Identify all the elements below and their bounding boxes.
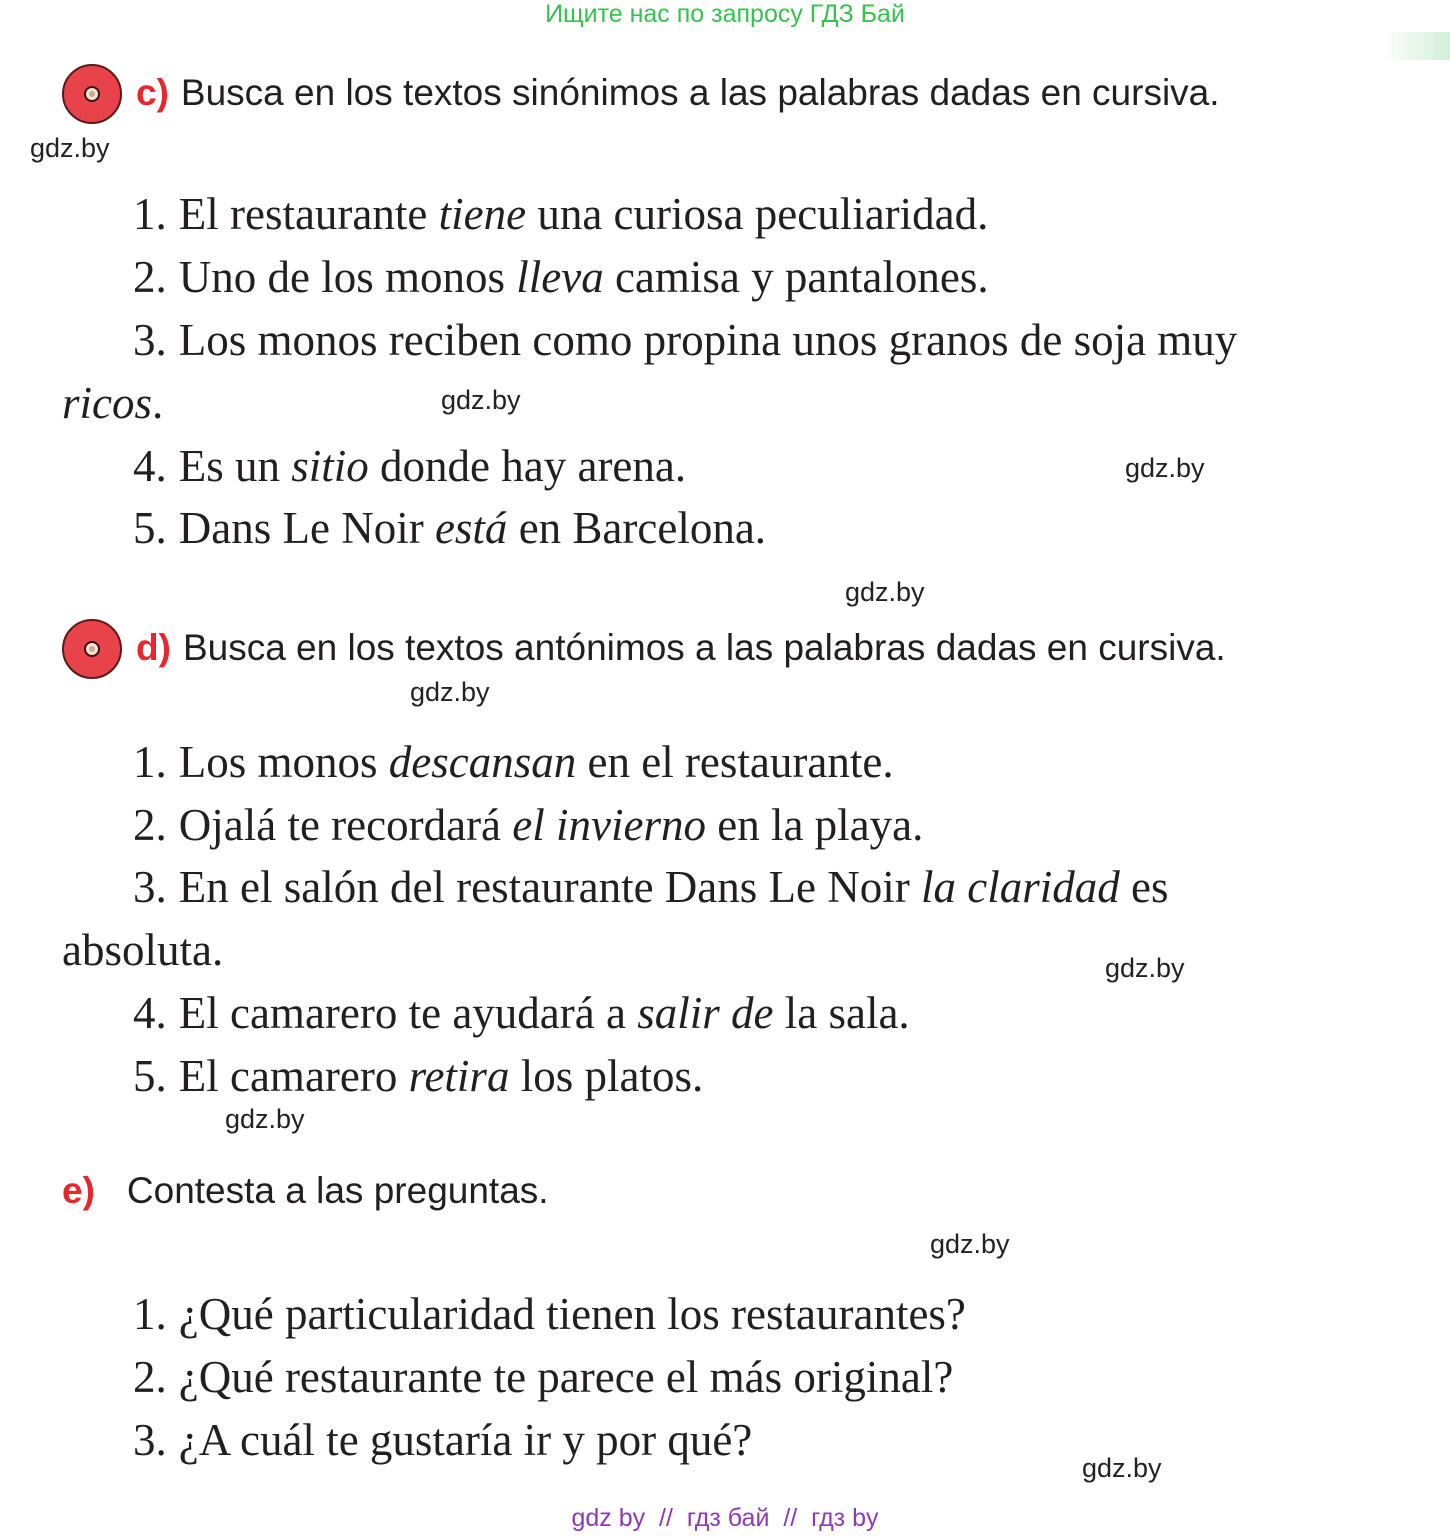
watermark: gdz.by — [845, 577, 925, 607]
question-3: 3. ¿A cuál te gustaría ir y por qué? — [133, 1415, 753, 1465]
watermark: gdz.by — [1082, 1453, 1162, 1483]
exercise-c-item-4: 4. Es un sitio donde hay arena. — [133, 441, 687, 491]
watermark: gdz.by — [930, 1229, 1010, 1259]
section-d-heading — [136, 627, 1226, 669]
watermark: gdz.by — [410, 677, 490, 707]
exercise-d-item-4: 4. El camarero te ayudará a salir de la sala. — [133, 988, 910, 1038]
section-e-instruction: Contesta a las preguntas. — [126, 1170, 549, 1211]
corner-strip — [1382, 32, 1450, 60]
section-e-letter: e) — [62, 1170, 95, 1211]
section-d-letter: d) — [136, 627, 171, 668]
exercise-c-item-3: 3. Los monos reciben como propina unos granos de soja muy — [133, 315, 1238, 365]
exercise-d-item-2: 2. Ojalá te recordará el invierno en la playa. — [133, 800, 924, 850]
section-e-heading — [62, 1170, 549, 1212]
audio-disc-icon[interactable] — [62, 64, 122, 124]
exercise-d-item-3: 3. En el salón del restaurante Dans Le Noir la claridad es — [133, 862, 1169, 912]
footer-links: gdz by // гдз бай // гдз by — [571, 1504, 879, 1532]
section-d-instruction: Busca en los textos antónimos a las palabras dadas en cursiva. — [182, 627, 1226, 668]
exercise-c-item-5: 5. Dans Le Noir está en Barcelona. — [133, 503, 767, 553]
exercise-d-item-3-cont: absoluta. — [62, 925, 224, 975]
watermark: gdz.by — [1125, 453, 1205, 483]
watermark: gdz.by — [30, 133, 110, 163]
watermark: gdz.by — [1105, 953, 1185, 983]
exercise-d-item-1: 1. Los monos descansan en el restaurante. — [133, 737, 894, 787]
exercise-d-item-5: 5. El camarero retira los platos. — [133, 1051, 704, 1101]
question-2: 2. ¿Qué restaurante te parece el más original? — [133, 1352, 954, 1402]
watermark: gdz.by — [225, 1104, 305, 1134]
search-banner: Ищите нас по запросу ГДЗ Бай — [545, 0, 905, 28]
watermark: gdz.by — [441, 385, 521, 415]
question-1: 1. ¿Qué particularidad tienen los restaurantes? — [133, 1289, 966, 1339]
section-c-instruction: Busca en los textos sinónimos a las palabras dadas en cursiva. — [180, 72, 1220, 113]
audio-disc-icon[interactable] — [62, 619, 122, 679]
exercise-c-item-3-cont: ricos. — [62, 378, 164, 428]
exercise-c-item-2: 2. Uno de los monos lleva camisa y pantalones. — [133, 252, 989, 302]
section-c-heading — [136, 72, 1220, 114]
exercise-c-item-1: 1. El restaurante tiene una curiosa peculiaridad. — [133, 189, 989, 239]
section-c-letter: c) — [136, 72, 169, 113]
